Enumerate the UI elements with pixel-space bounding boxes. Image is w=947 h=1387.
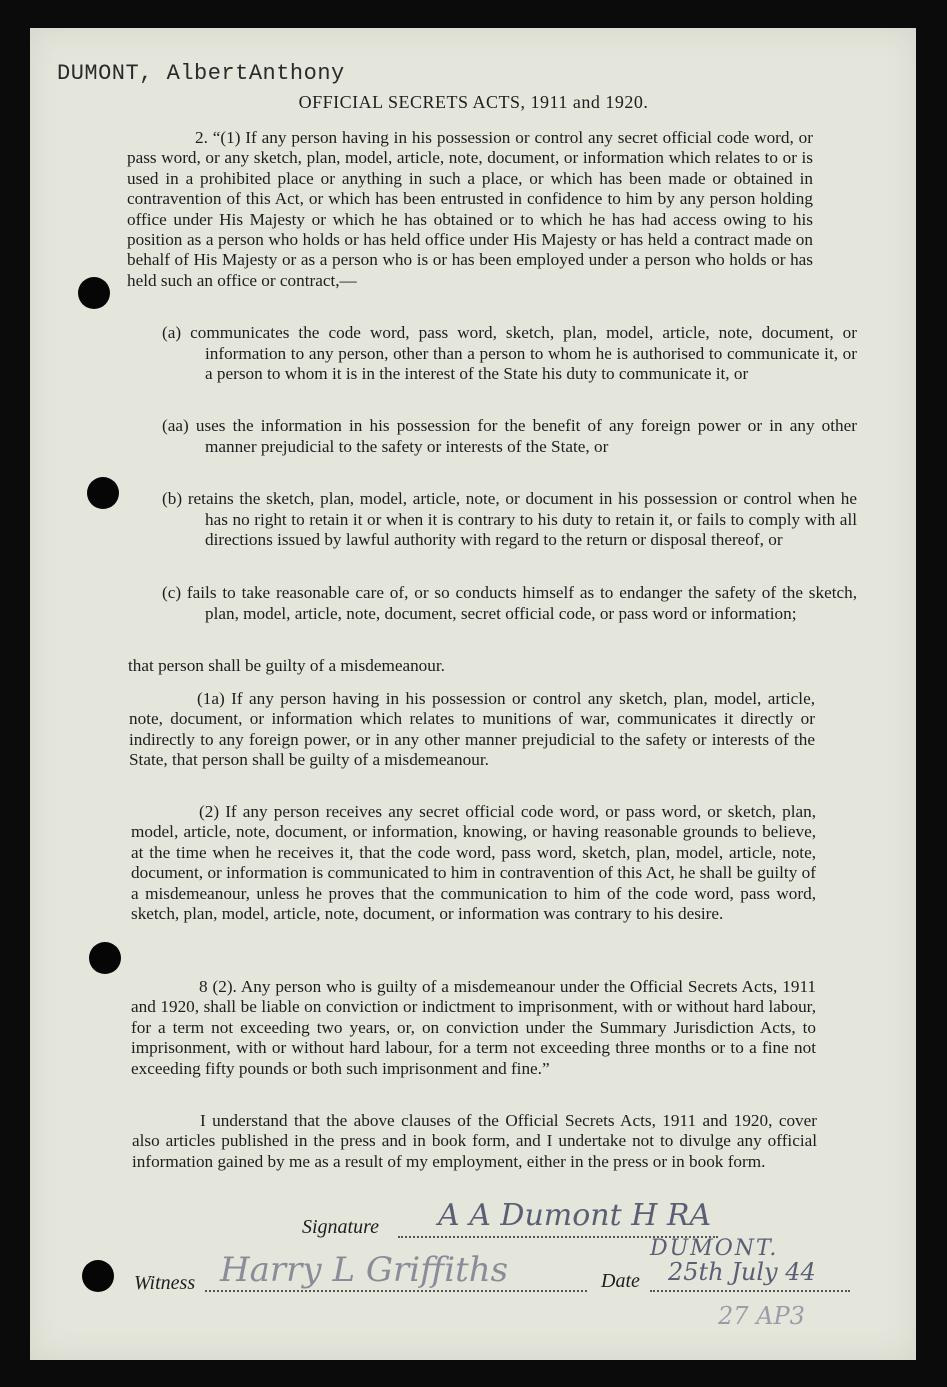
clause-text: uses the information in his possession for the benefit of any foreign power or in any other manner prejudicial to the safety or interests of the State, or [195, 416, 858, 456]
witness-line [205, 1290, 587, 1292]
punch-hole [87, 477, 119, 509]
signature-handwriting: A A Dumont H RA [438, 1198, 712, 1233]
clause-b [162, 489, 857, 551]
date-label: Date [601, 1270, 640, 1292]
clause-label: (a) [162, 323, 182, 342]
signature-name-handwriting: DUMONT. [650, 1236, 779, 1261]
page-title: OFFICIAL SECRETS ACTS, 1911 and 1920. [298, 92, 649, 112]
undertaking-paragraph: I understand that the above clauses of the Official Secrets Acts, 1911 and 1920, cover also articles published in the press and in book form, and I undertake not to divulge any official information gained by me as a result of my employment, either in the press or in book form. [132, 1111, 817, 1171]
clause-aa [162, 416, 857, 457]
clause-text: communicates the code word, pass word, sketch, plan, model, article, note, document, or information to any person, other than a person to whom he is authorised to communicate it, or a person to whom it is in the interest of the State his duty to communicate it, or [190, 323, 858, 384]
clause-label: (b) [162, 489, 183, 508]
witness-handwriting: Harry L Griffiths [220, 1250, 509, 1290]
punch-hole [82, 1260, 114, 1292]
typed-name: DUMONT, AlbertAnthony [57, 61, 345, 86]
punch-hole [89, 942, 121, 974]
witness-label: Witness [134, 1272, 196, 1294]
clause-label: (c) [162, 583, 182, 602]
date-line [650, 1290, 850, 1292]
margin-note: 27 AP3 [718, 1302, 805, 1330]
misdemeanour-line: that person shall be guilty of a misdemeanour. [128, 656, 445, 675]
section-2-subsection-2: (2) If any person receives any secret official code word, or pass word, or sketch, plan, model, article, note, document, or information, knowing, or having reasonable grounds to believe, at the time when he receives it, that the code word, pass word, sketch, plan, model, article, note, document, or information is communicated to him in contravention of this Act, he shall be guilty of a misdemeanour, unless he proves that the communication to him of the code word, pass word, sketch, plan, model, article, note, document, or information was contrary to his desire. [131, 802, 816, 924]
punch-hole [78, 277, 110, 309]
clause-text: fails to take reasonable care of, or so conducts himself as to endanger the safety of the sketch, plan, model, article, note, document, secret official code, or pass word or information; [186, 583, 857, 623]
section-1a: (1a) If any person having in his possession or control any sketch, plan, model, article, note, document, or information which relates to munitions of war, communicates it directly or indirectly to any foreign power, or in any other manner prejudicial to the safety or interests of the State, that person shall be guilty of a misdemeanour. [129, 689, 815, 770]
section-2-intro: 2. “(1) If any person having in his possession or control any secret official code word, or pass word, or any sketch, plan, model, article, note, document, or information which relates to or is used in a prohibited place or anything in such a place, or which has been made or obtained in contravention of this Act, or which has been entrusted in confidence to him by any person holding office under His Majesty or which he has obtained or to which he has had access owing to his position as a person who holds or has held office under His Majesty or has held a contract made on behalf of His Majesty or as a person who is or has been employed under a person who holds or has held such an office or contract,— [127, 128, 813, 290]
clause-label: (aa) [162, 416, 189, 435]
clause-text: retains the sketch, plan, model, article, note, or document in his possession or control when he has no right to retain it or when it is contrary to his duty to retain it, or fails to comply with all directions issued by lawful authority with regard to the return or disposal thereof, or [187, 489, 857, 550]
clause-a [162, 323, 857, 385]
signature-label: Signature [302, 1216, 380, 1238]
date-handwriting: 25th July 44 [668, 1258, 816, 1286]
clause-c [162, 583, 857, 624]
section-8-2: 8 (2). Any person who is guilty of a misdemeanour under the Official Secrets Acts, 1911 and 1920, shall be liable on conviction or indictment to imprisonment, with or without hard labour, for a term not exceeding two years, or, on conviction under the Summary Jurisdiction Acts, to imprisonment, with or without hard labour, for a term not exceeding three months or to a fine not exceeding fifty pounds or both such imprisonment and fine.” [131, 977, 816, 1078]
